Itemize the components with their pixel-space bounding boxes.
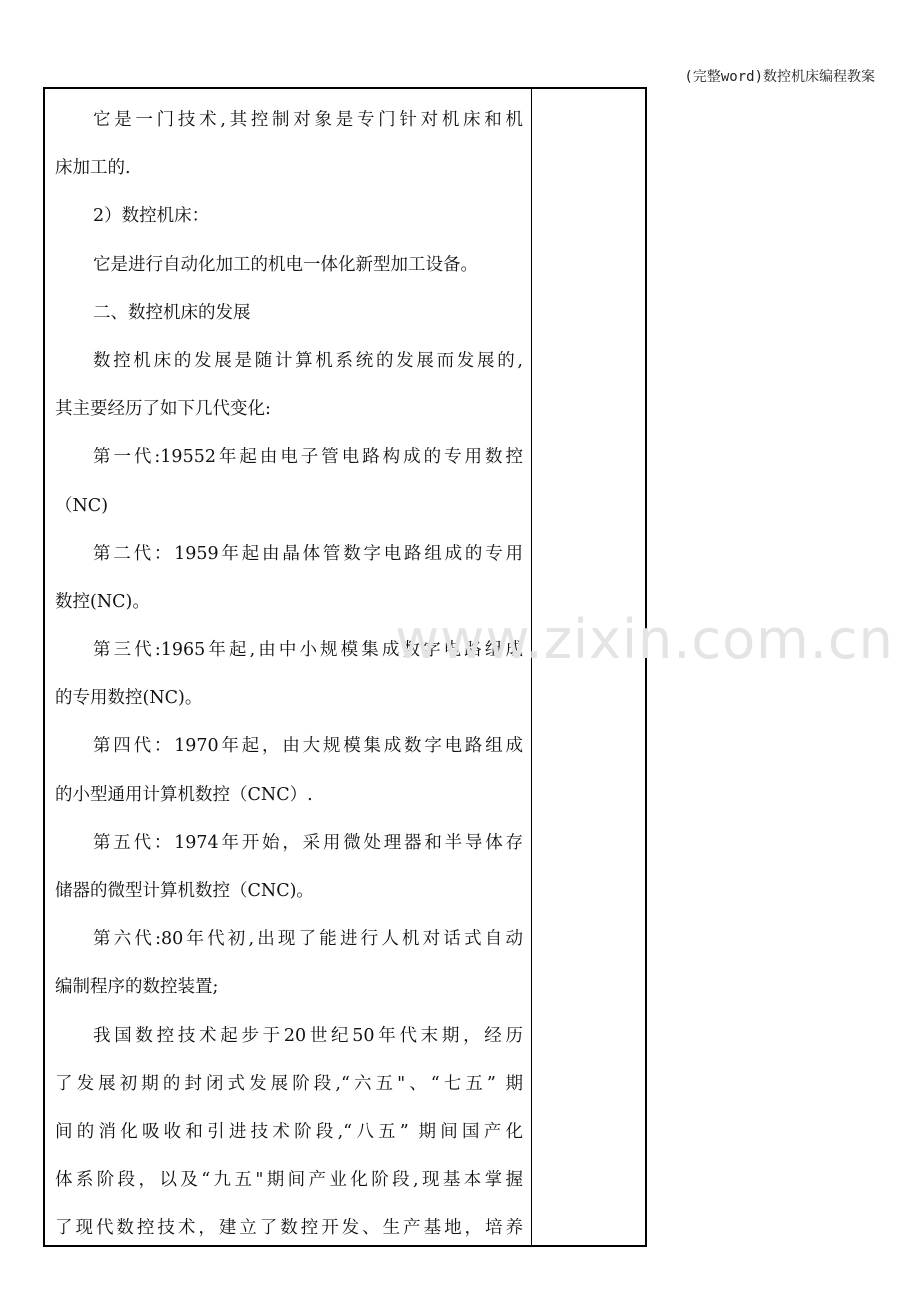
section-heading: 二、数控机床的发展	[93, 302, 251, 323]
text-line: 它是进行自动化加工的机电一体化新型加工设备。	[93, 254, 478, 275]
lesson-text-cell	[55, 96, 523, 1253]
text-line: 的小型通用计算机数控（CNC）.	[55, 784, 313, 805]
text-line: 它是一门技术,其控制对象是专门针对机床和机	[93, 110, 523, 130]
text-line: 第五代：1974年开始，采用微处理器和半导体存	[93, 832, 523, 853]
text-line: 的专用数控(NC)。	[55, 688, 203, 709]
document-header-title: (完整word)数控机床编程教案	[684, 69, 875, 85]
watermark-logo: www.zixin.com.cn	[395, 608, 894, 671]
text-line: 第二代：1959年起由晶体管数字电路组成的专用	[93, 543, 523, 564]
text-line: 我国数控技术起步于20世纪50年代末期，经历	[93, 1025, 523, 1046]
text-line: 编制程序的数控装置;	[55, 977, 219, 998]
text-line: 第三代:1965年起,由中小规模集成数字电路组成	[93, 640, 523, 661]
text-line: 了现代数控技术，建立了数控开发、生产基地，培养	[55, 1218, 523, 1239]
column-divider	[531, 89, 532, 1245]
text-line: 其主要经历了如下几代变化:	[55, 399, 271, 420]
text-line: 了发展初期的封闭式发展阶段,“六五"、“七五” 期	[55, 1073, 523, 1094]
text-line: （NC)	[55, 495, 109, 516]
text-line: 床加工的.	[55, 158, 131, 179]
text-line: 数控(NC)。	[55, 591, 150, 612]
lesson-plan-table	[43, 87, 647, 1247]
text-line: 第四代：1970年起，由大规模集成数字电路组成	[93, 736, 523, 757]
text-line: 第一代:19552年起由电子管电路构成的专用数控	[93, 447, 523, 468]
text-line: 体系阶段，以及“九五"期间产业化阶段,现基本掌握	[55, 1170, 523, 1191]
text-line: 2）数控机床：	[93, 206, 210, 227]
text-line: 间的消化吸收和引进技术阶段,“八五” 期间国产化	[55, 1121, 523, 1142]
text-line: 储器的微型计算机数控（CNC)。	[55, 881, 314, 901]
text-line: 第六代:80年代初,出现了能进行人机对话式自动	[93, 929, 523, 950]
text-line: 数控机床的发展是随计算机系统的发展而发展的,	[93, 350, 523, 371]
